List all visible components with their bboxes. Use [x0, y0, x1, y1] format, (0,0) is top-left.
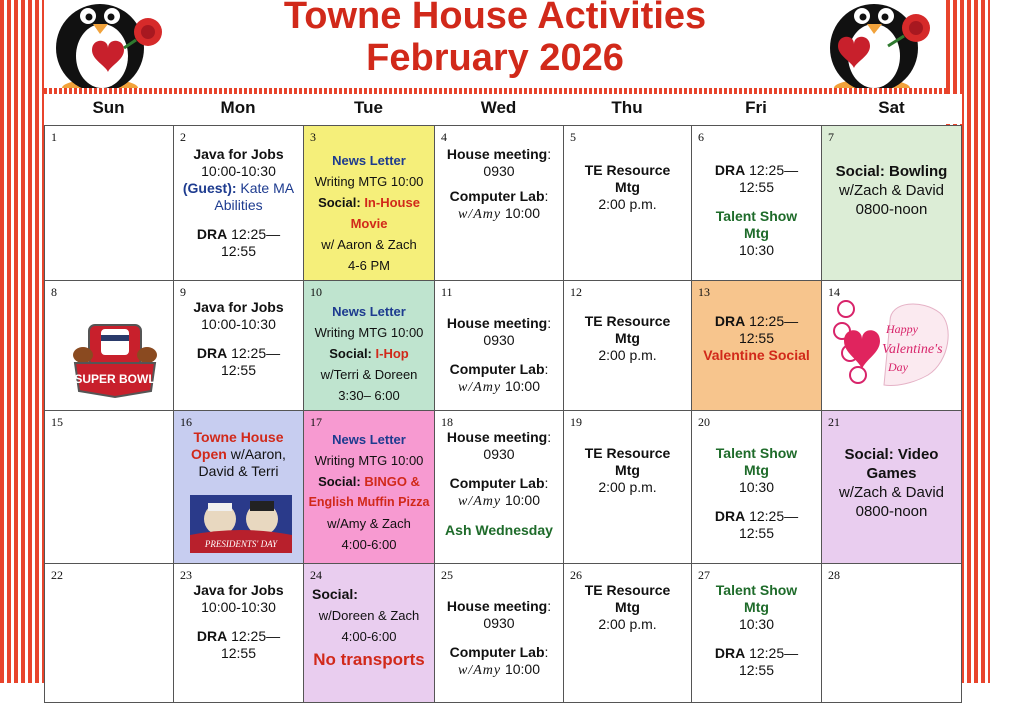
day-cell	[434, 125, 564, 281]
event-title: DRA	[196, 345, 228, 361]
event-time: 10:30	[738, 479, 775, 495]
event-punct: :	[544, 475, 549, 491]
day-cell	[44, 410, 174, 564]
day-number: 13	[698, 285, 710, 299]
event-punct: :	[547, 429, 552, 445]
event-title: House meeting	[446, 146, 548, 162]
event-title: BINGO &	[364, 474, 420, 489]
day-number: 6	[698, 130, 704, 144]
day-events	[564, 313, 691, 364]
event-time: 0800-noon	[855, 201, 928, 218]
day-number: 12	[570, 285, 582, 299]
event-title: English Muffin Pizza	[308, 495, 430, 509]
day-number: 21	[828, 415, 840, 429]
event-title: Talent Show	[715, 582, 798, 598]
event-time: 10:00	[501, 661, 541, 677]
event-title: DRA	[714, 313, 746, 329]
event-text: w/Amy	[457, 663, 502, 678]
event-title: News Letter	[332, 432, 406, 447]
event-text: w/Amy	[457, 380, 502, 395]
day-cell	[173, 410, 304, 564]
event-title: Social: Bowling	[835, 163, 948, 180]
day-cell	[434, 410, 564, 564]
event-time: 2:00 p.m.	[598, 196, 657, 212]
event-time: 2:00 p.m.	[598, 616, 657, 632]
event-title: I-Hop	[375, 346, 409, 361]
event-title: House meeting	[446, 598, 548, 614]
event-title: Computer Lab	[449, 644, 545, 660]
day-events	[564, 582, 691, 633]
page-margin	[992, 0, 1024, 683]
day-events	[304, 150, 434, 276]
heart-icon	[844, 330, 880, 369]
event-title: Mtg	[615, 462, 640, 478]
day-text: Day	[888, 360, 908, 374]
event-time: 0930	[483, 615, 515, 631]
event-time: 12:55	[220, 243, 257, 259]
day-events	[564, 162, 691, 213]
penguin-icon	[38, 0, 178, 100]
event-title: Mtg	[744, 599, 769, 615]
event-time: 2:00 p.m.	[598, 479, 657, 495]
event-text: Kate MA	[236, 180, 295, 196]
day-cell	[434, 280, 564, 411]
day-number: 5	[570, 130, 576, 144]
day-events	[174, 299, 303, 379]
day-number: 19	[570, 415, 582, 429]
day-cell	[303, 563, 435, 703]
day-events	[174, 582, 303, 662]
day-number: 4	[441, 130, 447, 144]
event-title: House meeting	[446, 315, 548, 331]
day-cell	[563, 125, 692, 281]
event-title: News Letter	[332, 153, 406, 168]
event-time: 12:55	[220, 645, 257, 661]
weekday-header-row	[44, 94, 962, 124]
event-label: Social:	[318, 195, 365, 210]
event-time: 12:55	[738, 525, 775, 541]
event-time: 10:00-10:30	[201, 163, 276, 179]
day-events	[435, 429, 563, 539]
event-label: (Guest):	[182, 180, 237, 196]
football-icon	[71, 319, 159, 399]
day-events	[692, 445, 821, 542]
day-cell	[434, 563, 564, 703]
event-punct: :	[544, 644, 549, 660]
event-text: w/Amy	[457, 494, 502, 509]
event-time: 4:00-6:00	[341, 629, 397, 644]
day-events	[822, 162, 961, 219]
day-cell	[563, 280, 692, 411]
happy-text: Happy	[886, 322, 918, 336]
day-cell	[173, 125, 304, 281]
event-title: Computer Lab	[449, 361, 545, 377]
event-time: 12:25—	[227, 345, 281, 361]
event-time: 10:00-10:30	[201, 316, 276, 332]
day-number: 20	[698, 415, 710, 429]
event-title: House meeting	[446, 429, 548, 445]
day-cell	[691, 125, 822, 281]
day-cell	[821, 563, 962, 703]
day-number: 28	[828, 568, 840, 582]
day-cell	[821, 410, 962, 564]
day-number: 18	[441, 415, 453, 429]
day-number: 10	[310, 285, 322, 299]
event-title: Talent Show	[715, 445, 798, 461]
day-number: 23	[180, 568, 192, 582]
event-time: 12:25—	[745, 645, 799, 661]
day-number: 26	[570, 568, 582, 582]
weekday-sun: Sun	[92, 98, 125, 117]
event-title: DRA	[196, 226, 228, 242]
event-title: Open	[191, 446, 227, 462]
event-text: w/Zach & David	[838, 182, 945, 199]
presidents-day-image	[190, 495, 292, 553]
day-events	[692, 582, 821, 679]
day-number: 16	[180, 415, 192, 429]
left-border-stripes	[0, 0, 44, 683]
valentine-graphic	[828, 291, 956, 401]
event-time: 10:30	[738, 616, 775, 632]
event-time: 0930	[483, 446, 515, 462]
event-time: 10:30	[738, 242, 775, 258]
event-title: In-House	[364, 195, 420, 210]
event-title: Java for Jobs	[193, 146, 284, 162]
day-events	[822, 445, 961, 521]
day-events	[304, 429, 434, 555]
day-events	[435, 315, 563, 396]
day-events	[435, 598, 563, 679]
event-time: 10:00-10:30	[201, 599, 276, 615]
event-title: News Letter	[332, 304, 406, 319]
event-time: 2:00 p.m.	[598, 347, 657, 363]
valentines-text: Valentine's	[882, 342, 943, 357]
day-events	[692, 162, 821, 259]
event-title: Mtg	[744, 462, 769, 478]
day-number: 2	[180, 130, 186, 144]
event-title: TE Resource	[584, 445, 671, 461]
day-number: 11	[441, 285, 453, 299]
event-time: 4:00-6:00	[341, 537, 397, 552]
event-title: DRA	[196, 628, 228, 644]
event-title: Movie	[350, 216, 388, 231]
event-title: Mtg	[615, 599, 640, 615]
day-events	[564, 445, 691, 496]
event-title: Computer Lab	[449, 188, 545, 204]
event-time: 12:55	[738, 179, 775, 195]
event-time: 12:25—	[745, 508, 799, 524]
event-time: 10:00	[501, 378, 541, 394]
day-events	[435, 146, 563, 223]
day-events	[174, 146, 303, 260]
event-time: 0930	[483, 163, 515, 179]
day-cell	[821, 125, 962, 281]
day-cell	[303, 280, 435, 411]
logo-text: SUPER BOWL	[74, 372, 156, 386]
day-events	[692, 313, 821, 364]
event-title: TE Resource	[584, 313, 671, 329]
event-punct: :	[544, 188, 549, 204]
weekday-tue: Tue	[354, 98, 383, 117]
event-title: DRA	[714, 645, 746, 661]
day-events	[304, 301, 434, 406]
event-punct: :	[547, 315, 552, 331]
day-number: 1	[51, 130, 57, 144]
day-number: 8	[51, 285, 57, 299]
event-title: Talent Show	[715, 208, 798, 224]
event-text: Writing MTG 10:00	[314, 174, 424, 189]
day-number: 27	[698, 568, 710, 582]
day-number: 14	[828, 285, 840, 299]
day-number: 3	[310, 130, 316, 144]
day-cell	[563, 410, 692, 564]
calendar-title: Towne House Activities	[283, 0, 707, 37]
event-time: 4-6 PM	[348, 258, 390, 273]
event-title: TE Resource	[584, 162, 671, 178]
event-text: David & Terri	[198, 463, 279, 479]
day-cell	[563, 563, 692, 703]
event-punct: :	[547, 598, 552, 614]
event-title: Valentine Social	[703, 347, 810, 363]
event-time: 10:00	[501, 205, 541, 221]
event-title: DRA	[714, 162, 746, 178]
day-cell	[173, 280, 304, 411]
day-cell	[44, 125, 174, 281]
event-title: Java for Jobs	[193, 582, 284, 598]
day-cell	[44, 280, 174, 411]
event-title: Mtg	[615, 179, 640, 195]
day-number: 24	[310, 568, 322, 582]
event-text: w/Aaron,	[226, 446, 286, 462]
banner-text: PRESIDENTS' DAY	[204, 539, 278, 549]
event-text: w/Amy	[457, 207, 502, 222]
weekday-sat: Sat	[878, 98, 905, 117]
event-title: Games	[866, 465, 917, 482]
day-cell	[821, 280, 962, 411]
day-cell	[44, 563, 174, 703]
day-number: 22	[51, 568, 63, 582]
day-cell	[691, 563, 822, 703]
day-cell	[303, 410, 435, 564]
day-events	[304, 584, 434, 673]
event-punct: :	[547, 146, 552, 162]
event-text: w/Doreen & Zach	[318, 608, 420, 623]
event-time: 12:55	[738, 662, 775, 678]
calendar-month: February 2026	[366, 37, 624, 79]
penguin-icon	[806, 0, 946, 100]
event-title: Social: Video	[844, 446, 939, 463]
day-cell	[173, 563, 304, 703]
day-events	[174, 429, 303, 480]
day-number: 25	[441, 568, 453, 582]
event-time: 0930	[483, 332, 515, 348]
event-text: w/Terri & Doreen	[320, 367, 418, 382]
event-title: Mtg	[744, 225, 769, 241]
event-label: Social:	[318, 474, 365, 489]
event-time: 3:30– 6:00	[338, 388, 400, 403]
event-title: Java for Jobs	[193, 299, 284, 315]
event-time: 12:25—	[745, 162, 799, 178]
event-text: w/ Aaron & Zach	[321, 237, 417, 252]
day-number: 17	[310, 415, 322, 429]
event-time: 12:55	[220, 362, 257, 378]
event-title: Social:	[312, 586, 358, 602]
day-cell	[691, 280, 822, 411]
weekday-wed: Wed	[480, 98, 517, 117]
event-time: 10:00	[501, 492, 541, 508]
event-text: w/Zach & David	[838, 484, 945, 501]
calendar-grid	[44, 125, 962, 695]
day-number: 7	[828, 130, 834, 144]
event-text: Writing MTG 10:00	[314, 325, 424, 340]
day-cell	[303, 125, 435, 281]
weekday-mon: Mon	[220, 98, 256, 117]
event-text: Writing MTG 10:00	[314, 453, 424, 468]
event-time: 12:25—	[227, 628, 281, 644]
event-title: Towne House	[193, 429, 284, 445]
event-title: Mtg	[615, 330, 640, 346]
event-punct: :	[544, 361, 549, 377]
weekday-fri: Fri	[745, 98, 767, 117]
event-time: 12:25—	[227, 226, 281, 242]
event-text: w/Amy & Zach	[327, 516, 411, 531]
event-title: DRA	[714, 508, 746, 524]
event-title: Ash Wednesday	[445, 522, 553, 538]
event-time: 12:55	[738, 330, 775, 346]
day-number: 15	[51, 415, 63, 429]
event-title: Computer Lab	[449, 475, 545, 491]
day-cell	[691, 410, 822, 564]
day-number: 9	[180, 285, 186, 299]
weekday-thu: Thu	[611, 98, 643, 117]
event-title: No transports	[313, 650, 425, 669]
event-label: Social:	[329, 346, 376, 361]
event-time: 12:25—	[745, 313, 799, 329]
event-time: 0800-noon	[855, 503, 928, 520]
event-text: Abilities	[214, 197, 263, 213]
event-title: TE Resource	[584, 582, 671, 598]
